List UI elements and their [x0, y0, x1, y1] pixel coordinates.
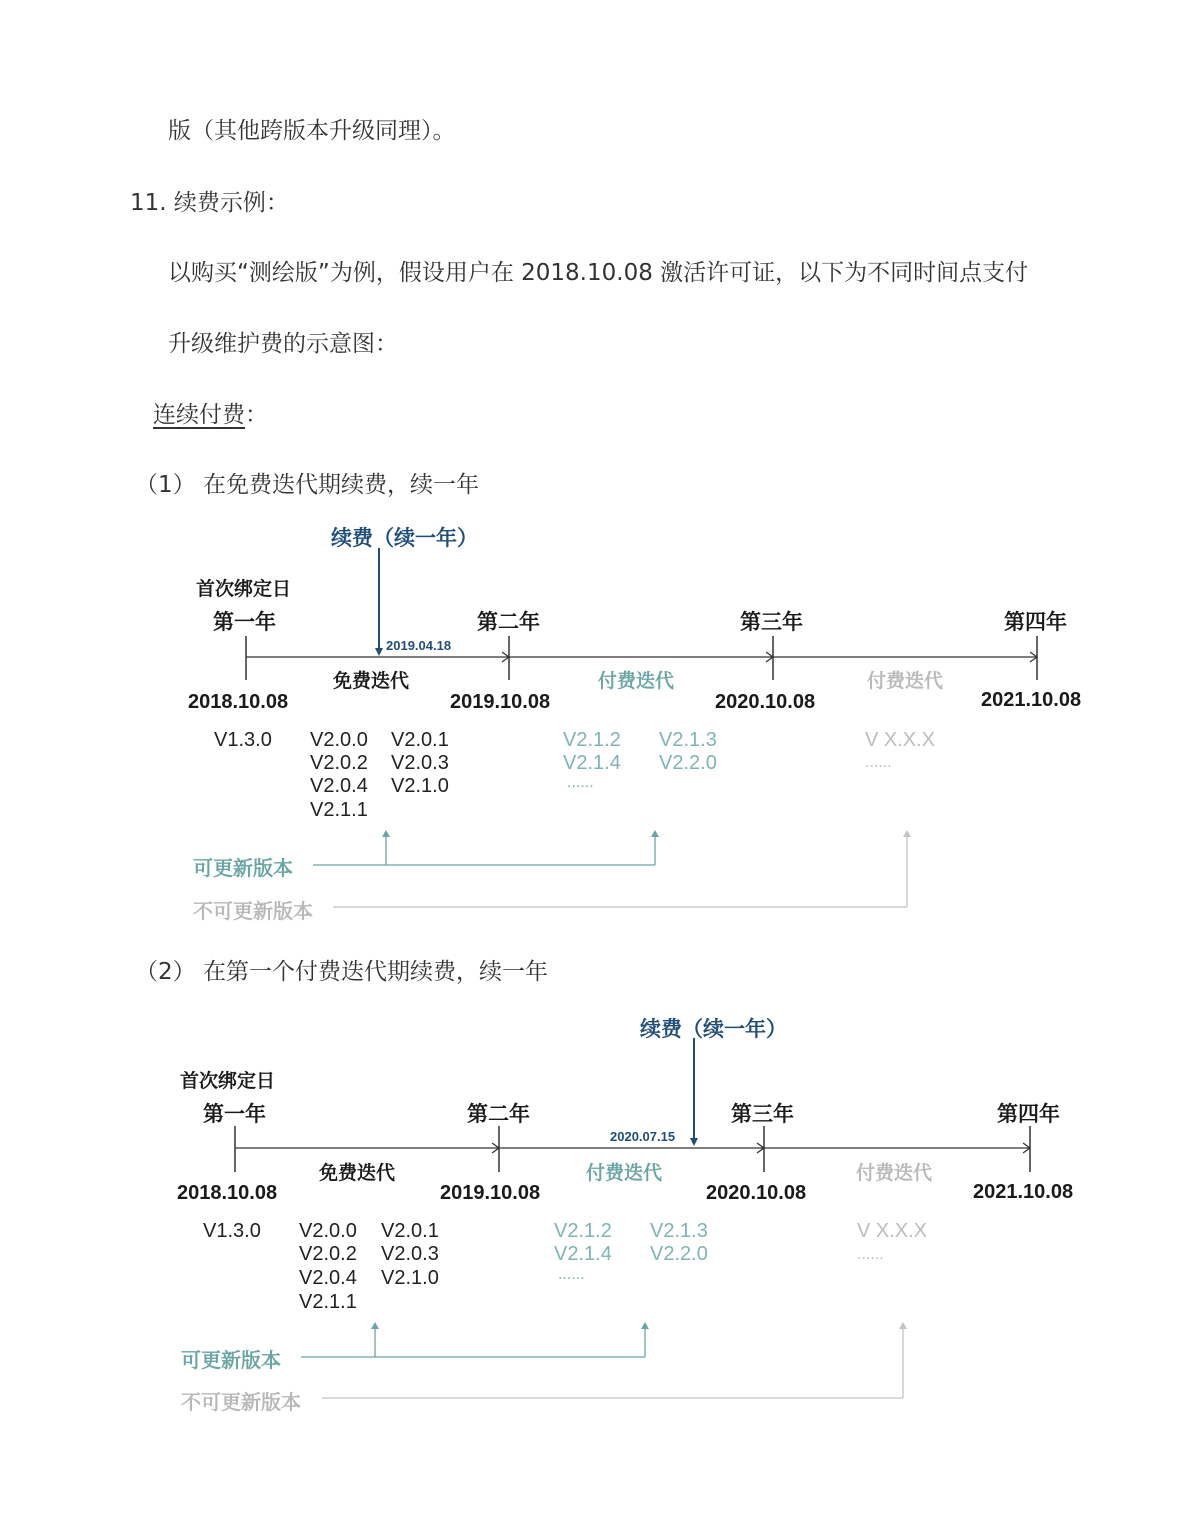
date-label-2: 2019.10.08	[450, 691, 551, 713]
version-item: V2.0.3	[391, 752, 449, 774]
first-bind-label: 首次绑定日	[196, 579, 292, 600]
year-label-2: 第二年	[467, 1103, 530, 1126]
renewal-date: 2020.07.15	[610, 1129, 676, 1144]
case-1-heading: （1） 在免费迭代期续费，续一年	[135, 472, 479, 498]
version-item: V2.1.0	[391, 775, 449, 797]
version-item: V2.0.3	[381, 1243, 439, 1265]
renewal-label: 续费（续一年）	[640, 1018, 787, 1041]
date-label-3: 2020.10.08	[706, 1182, 807, 1204]
version-item: V2.0.1	[381, 1220, 439, 1242]
version-item: V2.0.2	[299, 1243, 357, 1265]
renewal-label: 续费（续一年）	[331, 527, 478, 550]
text-item-11: 11. 续费示例：	[130, 190, 289, 216]
timeline-diagram-1	[0, 510, 1179, 950]
version-item: V X.X.X	[857, 1220, 928, 1242]
date-label-2: 2019.10.08	[440, 1182, 541, 1204]
period-paid-2: 付费迭代	[856, 1163, 933, 1184]
period-free: 免费迭代	[333, 671, 410, 692]
version-item: V2.1.2	[554, 1220, 612, 1242]
year-label-3: 第三年	[740, 611, 803, 634]
renewal-date: 2019.04.18	[386, 638, 452, 653]
date-label-3: 2020.10.08	[715, 691, 816, 713]
version-item: V2.1.4	[554, 1243, 612, 1265]
section-heading-underlined: 连续付费	[153, 402, 245, 428]
version-item: V2.0.4	[310, 775, 368, 797]
version-ellipsis: ......	[558, 1266, 585, 1283]
year-label-4: 第四年	[997, 1103, 1060, 1126]
version-item: V2.0.0	[299, 1220, 357, 1242]
year-label-3: 第三年	[731, 1103, 794, 1126]
version-item: V2.1.0	[381, 1267, 439, 1289]
version-item: V1.3.0	[203, 1220, 261, 1242]
version-ellipsis: ......	[865, 754, 892, 771]
date-label-1: 2018.10.08	[177, 1182, 278, 1204]
text-line-3: 以购买“测绘版”为例，假设用户在 2018.10.08 激活许可证，以下为不同时间点支付	[168, 260, 1029, 286]
version-item: V2.0.1	[391, 729, 449, 751]
version-item: V X.X.X	[865, 729, 936, 751]
period-free: 免费迭代	[319, 1163, 396, 1184]
updatable-label: 可更新版本	[181, 1350, 281, 1372]
version-ellipsis: ......	[857, 1246, 884, 1263]
version-item: V1.3.0	[214, 729, 272, 751]
text-line-4: 升级维护费的示意图：	[168, 331, 398, 357]
year-label-1: 第一年	[213, 611, 276, 634]
section-heading-colon: ：	[245, 402, 268, 428]
version-item: V2.2.0	[650, 1243, 708, 1265]
date-label-4: 2021.10.08	[981, 689, 1082, 711]
updatable-label: 可更新版本	[193, 858, 293, 880]
not-updatable-label: 不可更新版本	[181, 1392, 301, 1414]
case-2-heading: （2） 在第一个付费迭代期续费，续一年	[135, 959, 548, 985]
version-item: V2.1.1	[299, 1291, 357, 1313]
version-item: V2.1.3	[659, 729, 717, 751]
version-item: V2.0.2	[310, 752, 368, 774]
text-line-1: 版（其他跨版本升级同理）。	[168, 118, 456, 144]
section-heading	[153, 396, 268, 429]
date-label-1: 2018.10.08	[188, 691, 289, 713]
period-paid-1: 付费迭代	[598, 671, 675, 692]
year-label-1: 第一年	[203, 1103, 266, 1126]
date-label-4: 2021.10.08	[973, 1181, 1074, 1203]
version-item: V2.1.1	[310, 799, 368, 821]
year-label-2: 第二年	[477, 611, 540, 634]
version-item: V2.1.4	[563, 752, 621, 774]
not-updatable-label: 不可更新版本	[193, 901, 313, 923]
year-label-4: 第四年	[1004, 611, 1067, 634]
version-item: V2.0.0	[310, 729, 368, 751]
version-ellipsis: ......	[567, 774, 594, 791]
version-item: V2.1.3	[650, 1220, 708, 1242]
version-item: V2.0.4	[299, 1267, 357, 1289]
version-item: V2.1.2	[563, 729, 621, 751]
period-paid-1: 付费迭代	[586, 1163, 663, 1184]
timeline-diagram-2	[0, 1000, 1179, 1440]
version-item: V2.2.0	[659, 752, 717, 774]
period-paid-2: 付费迭代	[867, 671, 944, 692]
first-bind-label: 首次绑定日	[180, 1071, 276, 1092]
